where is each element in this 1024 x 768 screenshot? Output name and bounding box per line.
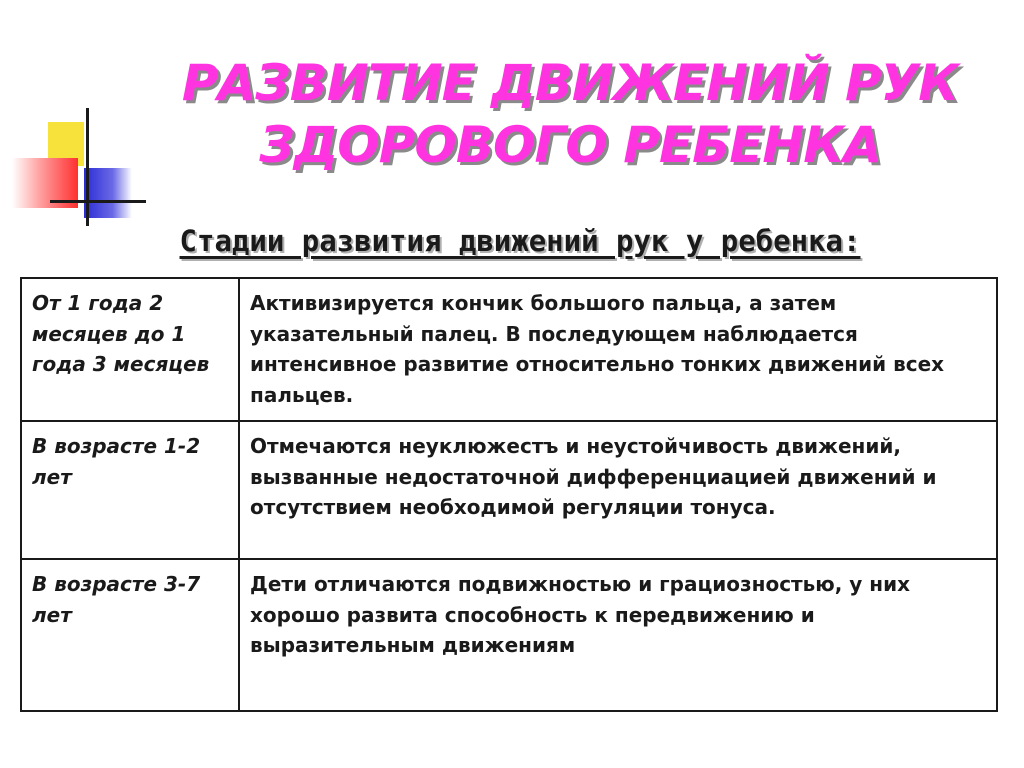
age-period-cell: От 1 года 2 месяцев до 1 года 3 месяцев bbox=[21, 278, 239, 421]
vertical-line-decoration bbox=[86, 108, 89, 226]
age-period-cell: В возрасте 3-7 лет bbox=[21, 559, 239, 711]
slide-title-line-1: РАЗВИТИЕ ДВИЖЕНИЙ РУК bbox=[181, 54, 959, 112]
table-row bbox=[21, 421, 997, 559]
slide-subtitle: Стадии развития движений рук у ребенка: bbox=[179, 224, 861, 258]
description-cell: Активизируется кончик большого пальца, а затем указательный палец. В последующем наблюдается интенсивное развитие относительно тонких движений всех пальцев. bbox=[239, 278, 997, 421]
table-row bbox=[21, 278, 997, 421]
stages-table bbox=[20, 277, 998, 712]
horizontal-line-decoration bbox=[50, 200, 146, 203]
table-row bbox=[21, 559, 997, 711]
description-cell: Отмечаются неуклюжестъ и неустойчивость движений, вызванные недостаточной дифференциацией движений и отсутствием необходимой регуляции тонуса. bbox=[239, 421, 997, 559]
slide-title-line-2: ЗДОРОВОГО РЕБЕНКА bbox=[259, 116, 881, 174]
corner-decoration bbox=[0, 0, 150, 240]
slide-title bbox=[160, 52, 980, 176]
age-period-cell: В возрасте 1-2 лет bbox=[21, 421, 239, 559]
description-cell: Дети отличаются подвижностью и грациозностью, у них хорошо развита способность к передвижению и выразительным движениям bbox=[239, 559, 997, 711]
blue-square-decoration bbox=[84, 168, 132, 218]
